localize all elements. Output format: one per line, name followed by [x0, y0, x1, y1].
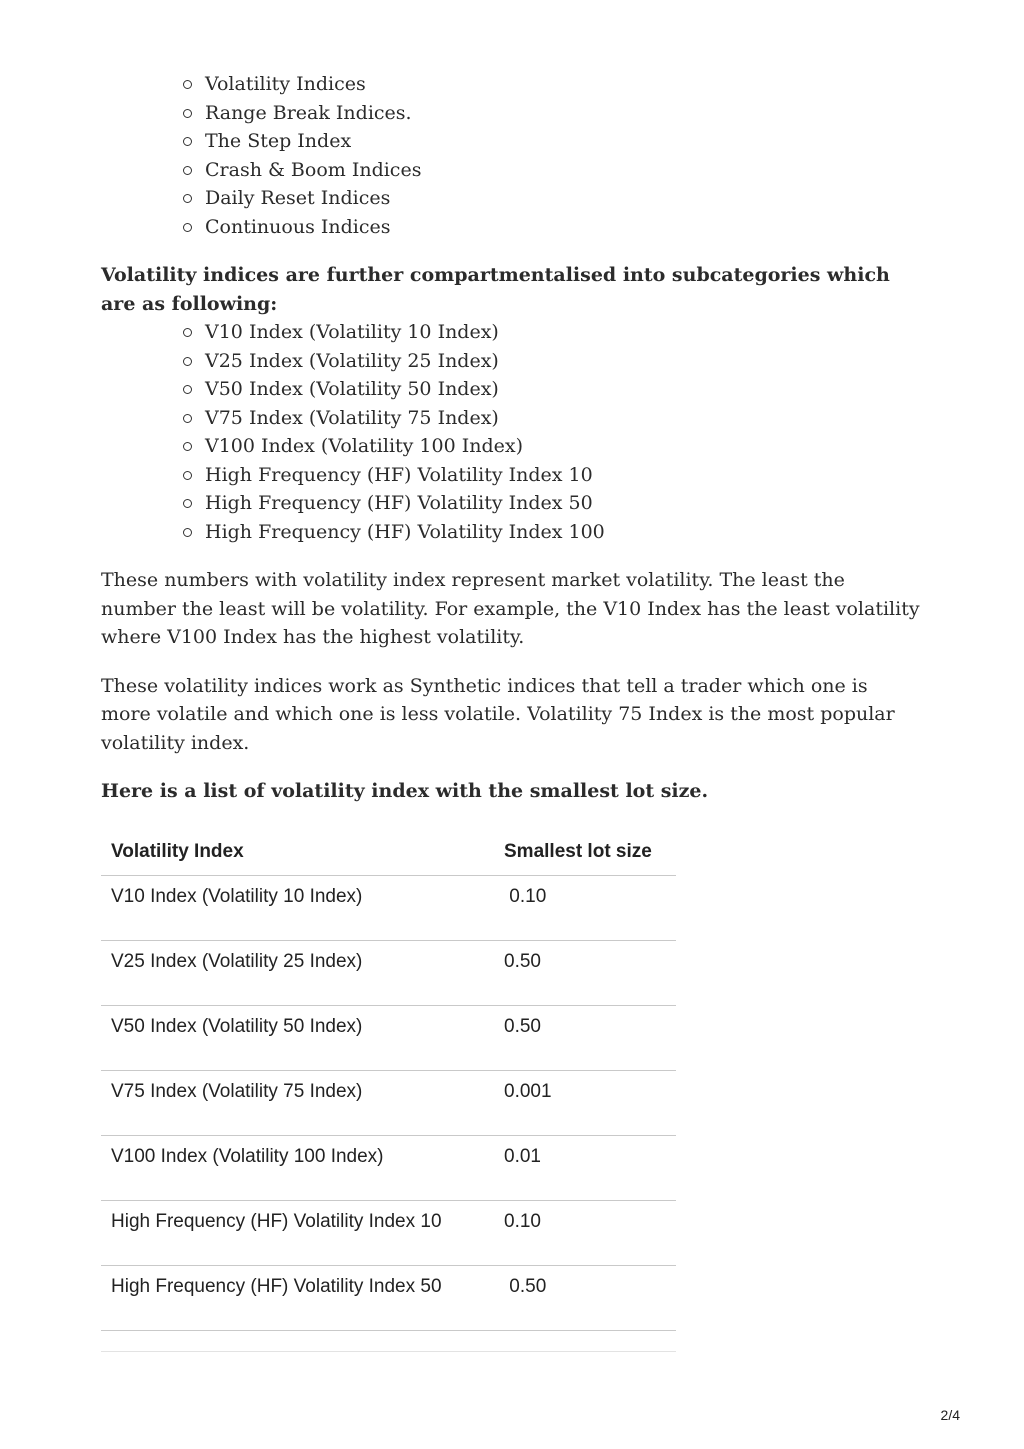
synthetic-categories-list [101, 70, 921, 241]
table-row [101, 940, 676, 1005]
list-item [181, 375, 921, 404]
cell-index-name: V50 Index (Volatility 50 Index) [101, 1005, 494, 1070]
paragraph-synthetic-indices: These volatility indices work as Synthetic indices that tell a trader which one is more volatile and which one is less volatile. Volatility 75 Index is the most popular volatility index. [101, 674, 895, 754]
cell-index-name: High Frequency (HF) Volatility Index 10 [101, 1200, 494, 1265]
list-item [181, 347, 921, 376]
circle-bullet-icon [183, 414, 192, 423]
cell-index-name: High Frequency (HF) Volatility Index 50 [101, 1265, 494, 1330]
list-item [181, 318, 921, 347]
cell-index-name: V100 Index (Volatility 100 Index) [101, 1135, 494, 1200]
list-item-label: Daily Reset Indices [205, 187, 391, 209]
list-item [181, 156, 921, 185]
circle-bullet-icon [183, 137, 192, 146]
cell-lot-size: 0.50 [494, 1265, 676, 1330]
table-row [101, 1200, 676, 1265]
cell-lot-size: 0.50 [494, 940, 676, 1005]
circle-bullet-icon [183, 499, 192, 508]
cell-index-name: V10 Index (Volatility 10 Index) [101, 875, 494, 940]
cell-lot-size: 0.01 [494, 1135, 676, 1200]
list-item [181, 518, 921, 547]
list-item-label: High Frequency (HF) Volatility Index 50 [205, 492, 593, 514]
circle-bullet-icon [183, 528, 192, 537]
circle-bullet-icon [183, 109, 192, 118]
table-row [101, 1265, 676, 1330]
list-item [181, 70, 921, 99]
cell-index-name: V25 Index (Volatility 25 Index) [101, 940, 494, 1005]
cell-lot-size: 0.10 [494, 875, 676, 940]
circle-bullet-icon [183, 357, 192, 366]
table-row [101, 1005, 676, 1070]
list-item-label: V10 Index (Volatility 10 Index) [205, 321, 499, 343]
list-item [181, 461, 921, 490]
list-item [181, 127, 921, 156]
list-item-label: V75 Index (Volatility 75 Index) [205, 406, 499, 429]
circle-bullet-icon [183, 471, 192, 480]
list-item-label: Range Break Indices. [205, 101, 412, 124]
circle-bullet-icon [183, 166, 192, 175]
column-header-volatility-index: Volatility Index [101, 826, 494, 876]
lot-size-table [101, 826, 676, 1352]
list-item-label: The Step Index [205, 130, 352, 152]
list-item [181, 213, 921, 242]
circle-bullet-icon [183, 194, 192, 203]
list-item [181, 404, 921, 433]
table-row [101, 1070, 676, 1135]
table-row [101, 875, 676, 940]
cell-index-name: V75 Index (Volatility 75 Index) [101, 1070, 494, 1135]
list-item-label: High Frequency (HF) Volatility Index 10 [205, 463, 593, 486]
list-item-label: Crash & Boom Indices [205, 158, 422, 181]
page-number: 2/4 [940, 1407, 960, 1423]
subcategories-heading: Volatility indices are further compartmentalised into subcategories which are as following: [101, 264, 890, 315]
circle-bullet-icon [183, 80, 192, 89]
list-item [181, 432, 921, 461]
paragraph-volatility-meaning: These numbers with volatility index represent market volatility. The least the number the least will be volatility. For example, the V10 Index has the least volatility where V100 Index has the highest volatility. [101, 569, 920, 648]
cell-lot-size: 0.50 [494, 1005, 676, 1070]
volatility-subcategories-list [101, 318, 921, 546]
table-row [101, 1135, 676, 1200]
list-item-label: High Frequency (HF) Volatility Index 100 [205, 520, 605, 543]
table-row-empty [101, 1330, 676, 1351]
cell-lot-size: 0.10 [494, 1200, 676, 1265]
list-item-label: Volatility Indices [205, 73, 366, 95]
circle-bullet-icon [183, 442, 192, 451]
column-header-smallest-lot-size: Smallest lot size [494, 826, 676, 876]
list-item [181, 489, 921, 518]
list-item-label: V50 Index (Volatility 50 Index) [205, 378, 499, 400]
list-item-label: V25 Index (Volatility 25 Index) [205, 349, 499, 372]
article-body [101, 70, 921, 1352]
circle-bullet-icon [183, 328, 192, 337]
circle-bullet-icon [183, 385, 192, 394]
table-heading: Here is a list of volatility index with the smallest lot size. [101, 780, 709, 802]
list-item [181, 184, 921, 213]
circle-bullet-icon [183, 223, 192, 232]
table-header-row [101, 826, 676, 876]
list-item [181, 99, 921, 128]
cell-lot-size: 0.001 [494, 1070, 676, 1135]
list-item-label: Continuous Indices [205, 215, 391, 238]
list-item-label: V100 Index (Volatility 100 Index) [205, 435, 524, 457]
